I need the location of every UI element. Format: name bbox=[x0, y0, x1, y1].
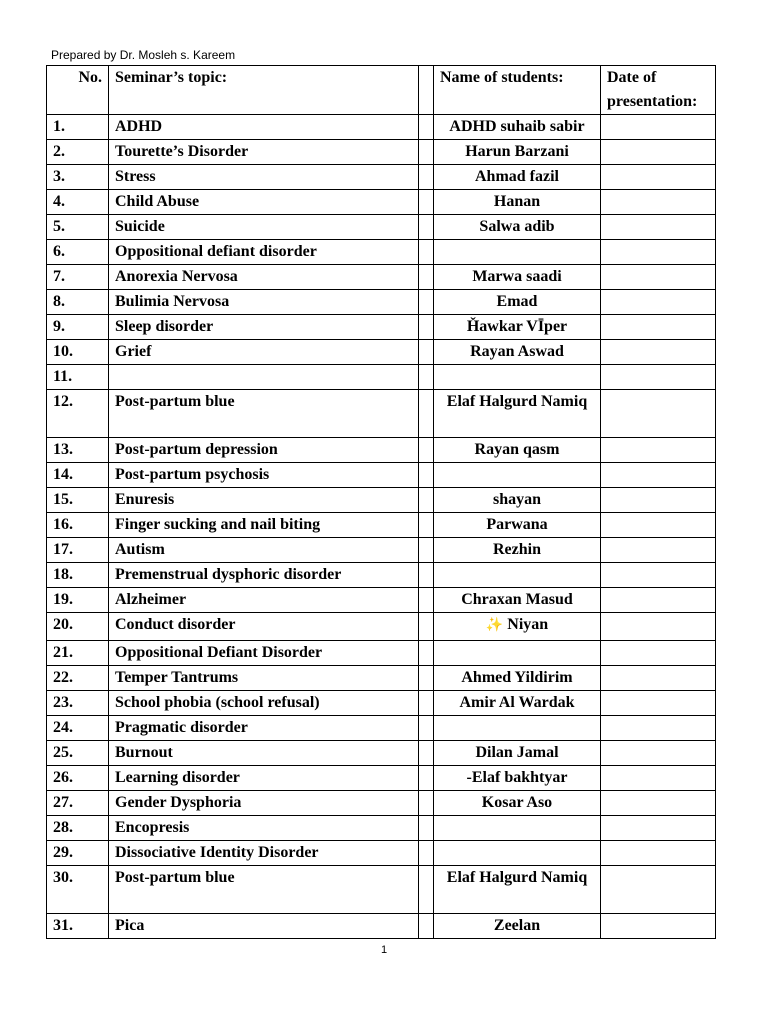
presentation-date bbox=[601, 666, 716, 691]
seminar-topic: Bulimia Nervosa bbox=[109, 290, 419, 315]
seminar-topic: Oppositional defiant disorder bbox=[109, 240, 419, 265]
student-name-text: Elaf Halgurd Namiq bbox=[446, 393, 588, 410]
table-row bbox=[47, 588, 716, 613]
presentation-date bbox=[601, 538, 716, 563]
student-name bbox=[434, 741, 601, 766]
spacer-cell bbox=[419, 538, 434, 563]
table-row bbox=[47, 488, 716, 513]
student-name-text: Rayan Aswad bbox=[470, 343, 564, 360]
student-name-text: shayan bbox=[492, 491, 542, 508]
seminar-topic: Post-partum blue bbox=[109, 866, 419, 914]
student-name-text: Elaf Halgurd Namiq bbox=[446, 869, 588, 886]
student-name bbox=[434, 240, 601, 265]
row-number: 26. bbox=[47, 766, 109, 791]
student-name-text: -Elaf bakhtyar bbox=[466, 769, 568, 786]
student-name-text: Parwana bbox=[486, 516, 548, 533]
seminar-topic: Burnout bbox=[109, 741, 419, 766]
table-row bbox=[47, 613, 716, 641]
student-name bbox=[434, 691, 601, 716]
spacer-cell bbox=[419, 563, 434, 588]
presentation-date bbox=[601, 841, 716, 866]
table-row bbox=[47, 390, 716, 438]
spacer-cell bbox=[419, 140, 434, 165]
seminar-topic: Gender Dysphoria bbox=[109, 791, 419, 816]
row-number: 3. bbox=[47, 165, 109, 190]
student-name bbox=[434, 290, 601, 315]
row-number: 8. bbox=[47, 290, 109, 315]
presentation-date bbox=[601, 513, 716, 538]
student-name-text: Chraxan Masud bbox=[461, 591, 573, 608]
presentation-date bbox=[601, 866, 716, 914]
spacer-cell bbox=[419, 66, 434, 115]
student-name bbox=[434, 588, 601, 613]
table-row bbox=[47, 766, 716, 791]
student-name-text: Kosar Aso bbox=[481, 794, 553, 811]
table-row bbox=[47, 513, 716, 538]
table-row bbox=[47, 240, 716, 265]
spacer-cell bbox=[419, 641, 434, 666]
spacer-cell bbox=[419, 914, 434, 939]
row-number: 27. bbox=[47, 791, 109, 816]
student-name bbox=[434, 438, 601, 463]
row-number: 2. bbox=[47, 140, 109, 165]
spacer-cell bbox=[419, 240, 434, 265]
presentation-date bbox=[601, 914, 716, 939]
table-row bbox=[47, 914, 716, 939]
seminar-topic: Grief bbox=[109, 340, 419, 365]
row-number: 4. bbox=[47, 190, 109, 215]
row-number: 23. bbox=[47, 691, 109, 716]
table-row bbox=[47, 165, 716, 190]
student-name bbox=[434, 563, 601, 588]
column-header-no: No. bbox=[47, 66, 109, 115]
spacer-cell bbox=[419, 766, 434, 791]
table-row bbox=[47, 538, 716, 563]
seminar-topic: Post-partum depression bbox=[109, 438, 419, 463]
spacer-cell bbox=[419, 841, 434, 866]
presentation-date bbox=[601, 265, 716, 290]
row-number: 9. bbox=[47, 315, 109, 340]
table-row bbox=[47, 866, 716, 914]
table-row bbox=[47, 641, 716, 666]
student-name bbox=[434, 841, 601, 866]
spacer-cell bbox=[419, 115, 434, 140]
row-number: 28. bbox=[47, 816, 109, 841]
row-number: 20. bbox=[47, 613, 109, 641]
student-name bbox=[434, 190, 601, 215]
student-name bbox=[434, 766, 601, 791]
presentation-date bbox=[601, 438, 716, 463]
seminar-topic: Tourette’s Disorder bbox=[109, 140, 419, 165]
row-number: 6. bbox=[47, 240, 109, 265]
seminar-topic: School phobia (school refusal) bbox=[109, 691, 419, 716]
table-row bbox=[47, 816, 716, 841]
spacer-cell bbox=[419, 165, 434, 190]
table-row bbox=[47, 741, 716, 766]
spacer-cell bbox=[419, 866, 434, 914]
spacer-cell bbox=[419, 390, 434, 438]
table-row bbox=[47, 215, 716, 240]
spacer-cell bbox=[419, 816, 434, 841]
table-row bbox=[47, 841, 716, 866]
table-row bbox=[47, 115, 716, 140]
student-name bbox=[434, 115, 601, 140]
student-name bbox=[434, 866, 601, 914]
spacer-cell bbox=[419, 265, 434, 290]
seminar-topic: Conduct disorder bbox=[109, 613, 419, 641]
spacer-cell bbox=[419, 215, 434, 240]
student-name bbox=[434, 538, 601, 563]
student-name bbox=[434, 165, 601, 190]
table-row bbox=[47, 716, 716, 741]
column-header-topic: Seminar’s topic: bbox=[109, 66, 419, 115]
presentation-date bbox=[601, 165, 716, 190]
spacer-cell bbox=[419, 588, 434, 613]
presentation-date bbox=[601, 791, 716, 816]
presentation-date bbox=[601, 613, 716, 641]
seminar-topic: Finger sucking and nail biting bbox=[109, 513, 419, 538]
student-name bbox=[434, 666, 601, 691]
seminar-topic: Premenstrual dysphoric disorder bbox=[109, 563, 419, 588]
row-number: 19. bbox=[47, 588, 109, 613]
row-number: 22. bbox=[47, 666, 109, 691]
student-name bbox=[434, 513, 601, 538]
table-row bbox=[47, 140, 716, 165]
spacer-cell bbox=[419, 290, 434, 315]
student-name-text: Salwa adib bbox=[479, 218, 555, 235]
row-number: 31. bbox=[47, 914, 109, 939]
seminar-topic: Pragmatic disorder bbox=[109, 716, 419, 741]
presentation-date bbox=[601, 215, 716, 240]
student-name bbox=[434, 816, 601, 841]
presentation-date bbox=[601, 290, 716, 315]
presentation-date bbox=[601, 190, 716, 215]
presentation-date bbox=[601, 691, 716, 716]
student-name bbox=[434, 390, 601, 438]
seminar-topic bbox=[109, 365, 419, 390]
row-number: 14. bbox=[47, 463, 109, 488]
spacer-cell bbox=[419, 463, 434, 488]
table-header-row bbox=[47, 66, 716, 115]
student-name-text: Hanan bbox=[493, 193, 541, 210]
student-name bbox=[434, 340, 601, 365]
row-number: 11. bbox=[47, 365, 109, 390]
row-number: 17. bbox=[47, 538, 109, 563]
presentation-date bbox=[601, 463, 716, 488]
table-row bbox=[47, 265, 716, 290]
sparkle-icon: ✨ bbox=[485, 617, 504, 633]
student-name bbox=[434, 463, 601, 488]
spacer-cell bbox=[419, 365, 434, 390]
student-name bbox=[434, 215, 601, 240]
seminar-topic: ADHD bbox=[109, 115, 419, 140]
seminar-topic: Post-partum psychosis bbox=[109, 463, 419, 488]
student-name-text: Niyan bbox=[507, 616, 549, 633]
presentation-date bbox=[601, 365, 716, 390]
student-name-text: Rezhin bbox=[493, 541, 541, 558]
spacer-cell bbox=[419, 315, 434, 340]
seminar-topic: Enuresis bbox=[109, 488, 419, 513]
student-name-text: Zeelan bbox=[493, 917, 541, 934]
seminar-topic: Post-partum blue bbox=[109, 390, 419, 438]
student-name-text: Ahmed Yildirim bbox=[461, 669, 573, 686]
seminar-topic: Stress bbox=[109, 165, 419, 190]
student-name-text: ADHD suhaib sabir bbox=[449, 118, 585, 135]
row-number: 16. bbox=[47, 513, 109, 538]
presentation-date bbox=[601, 340, 716, 365]
presentation-date bbox=[601, 140, 716, 165]
spacer-cell bbox=[419, 438, 434, 463]
spacer-cell bbox=[419, 716, 434, 741]
spacer-cell bbox=[419, 791, 434, 816]
row-number: 5. bbox=[47, 215, 109, 240]
presentation-date bbox=[601, 766, 716, 791]
seminar-topic: Sleep disorder bbox=[109, 315, 419, 340]
spacer-cell bbox=[419, 340, 434, 365]
presentation-date bbox=[601, 390, 716, 438]
student-name bbox=[434, 265, 601, 290]
seminar-topic: Temper Tantrums bbox=[109, 666, 419, 691]
page-number: 1 bbox=[380, 944, 388, 956]
row-number: 24. bbox=[47, 716, 109, 741]
student-name-text: Marwa saadi bbox=[472, 268, 562, 285]
student-name-text: Amir Al Wardak bbox=[459, 694, 575, 711]
presentation-date bbox=[601, 741, 716, 766]
seminar-topic: Alzheimer bbox=[109, 588, 419, 613]
row-number: 30. bbox=[47, 866, 109, 914]
presentation-date bbox=[601, 115, 716, 140]
student-name bbox=[434, 315, 601, 340]
seminar-topic: Child Abuse bbox=[109, 190, 419, 215]
table-row bbox=[47, 666, 716, 691]
presentation-date bbox=[601, 716, 716, 741]
student-name bbox=[434, 716, 601, 741]
student-name bbox=[434, 791, 601, 816]
seminar-topic: Dissociative Identity Disorder bbox=[109, 841, 419, 866]
student-name bbox=[434, 365, 601, 390]
row-number: 25. bbox=[47, 741, 109, 766]
seminar-topic: Oppositional Defiant Disorder bbox=[109, 641, 419, 666]
student-name-text: Ahmad fazil bbox=[475, 168, 559, 185]
table-row bbox=[47, 563, 716, 588]
table-row bbox=[47, 438, 716, 463]
seminar-topic: Pica bbox=[109, 914, 419, 939]
table-row bbox=[47, 365, 716, 390]
student-name bbox=[434, 140, 601, 165]
presentation-date bbox=[601, 588, 716, 613]
table-row bbox=[47, 463, 716, 488]
row-number: 10. bbox=[47, 340, 109, 365]
spacer-cell bbox=[419, 513, 434, 538]
row-number: 15. bbox=[47, 488, 109, 513]
presentation-date bbox=[601, 488, 716, 513]
column-header-date: Date of presentation: bbox=[601, 66, 716, 115]
spacer-cell bbox=[419, 666, 434, 691]
spacer-cell bbox=[419, 613, 434, 641]
presentation-date bbox=[601, 563, 716, 588]
seminar-topic: Autism bbox=[109, 538, 419, 563]
student-name-text: Rayan qasm bbox=[474, 441, 560, 458]
table-row bbox=[47, 190, 716, 215]
presentation-date bbox=[601, 315, 716, 340]
student-name-text: Emad bbox=[496, 293, 538, 310]
spacer-cell bbox=[419, 488, 434, 513]
row-number: 13. bbox=[47, 438, 109, 463]
presentation-date bbox=[601, 240, 716, 265]
column-header-students: Name of students: bbox=[434, 66, 601, 115]
student-name bbox=[434, 914, 601, 939]
row-number: 12. bbox=[47, 390, 109, 438]
student-name-text: Dilan Jamal bbox=[475, 744, 559, 761]
table-row bbox=[47, 340, 716, 365]
student-name-text: Harun Barzani bbox=[465, 143, 569, 160]
row-number: 21. bbox=[47, 641, 109, 666]
table-row bbox=[47, 315, 716, 340]
spacer-cell bbox=[419, 741, 434, 766]
row-number: 7. bbox=[47, 265, 109, 290]
table-row bbox=[47, 791, 716, 816]
seminar-topic: Encopresis bbox=[109, 816, 419, 841]
spacer-cell bbox=[419, 691, 434, 716]
student-name-text: Ȟawkar VĪper bbox=[466, 318, 568, 335]
student-name bbox=[434, 488, 601, 513]
row-number: 29. bbox=[47, 841, 109, 866]
student-name bbox=[434, 613, 601, 641]
row-number: 18. bbox=[47, 563, 109, 588]
prepared-by-label: Prepared by Dr. Mosleh s. Kareem bbox=[51, 48, 236, 62]
presentation-date bbox=[601, 641, 716, 666]
seminar-topic: Anorexia Nervosa bbox=[109, 265, 419, 290]
row-number: 1. bbox=[47, 115, 109, 140]
table-row bbox=[47, 290, 716, 315]
presentation-date bbox=[601, 816, 716, 841]
seminar-table bbox=[46, 65, 716, 939]
seminar-topic: Suicide bbox=[109, 215, 419, 240]
seminar-topic: Learning disorder bbox=[109, 766, 419, 791]
spacer-cell bbox=[419, 190, 434, 215]
table-row bbox=[47, 691, 716, 716]
student-name bbox=[434, 641, 601, 666]
